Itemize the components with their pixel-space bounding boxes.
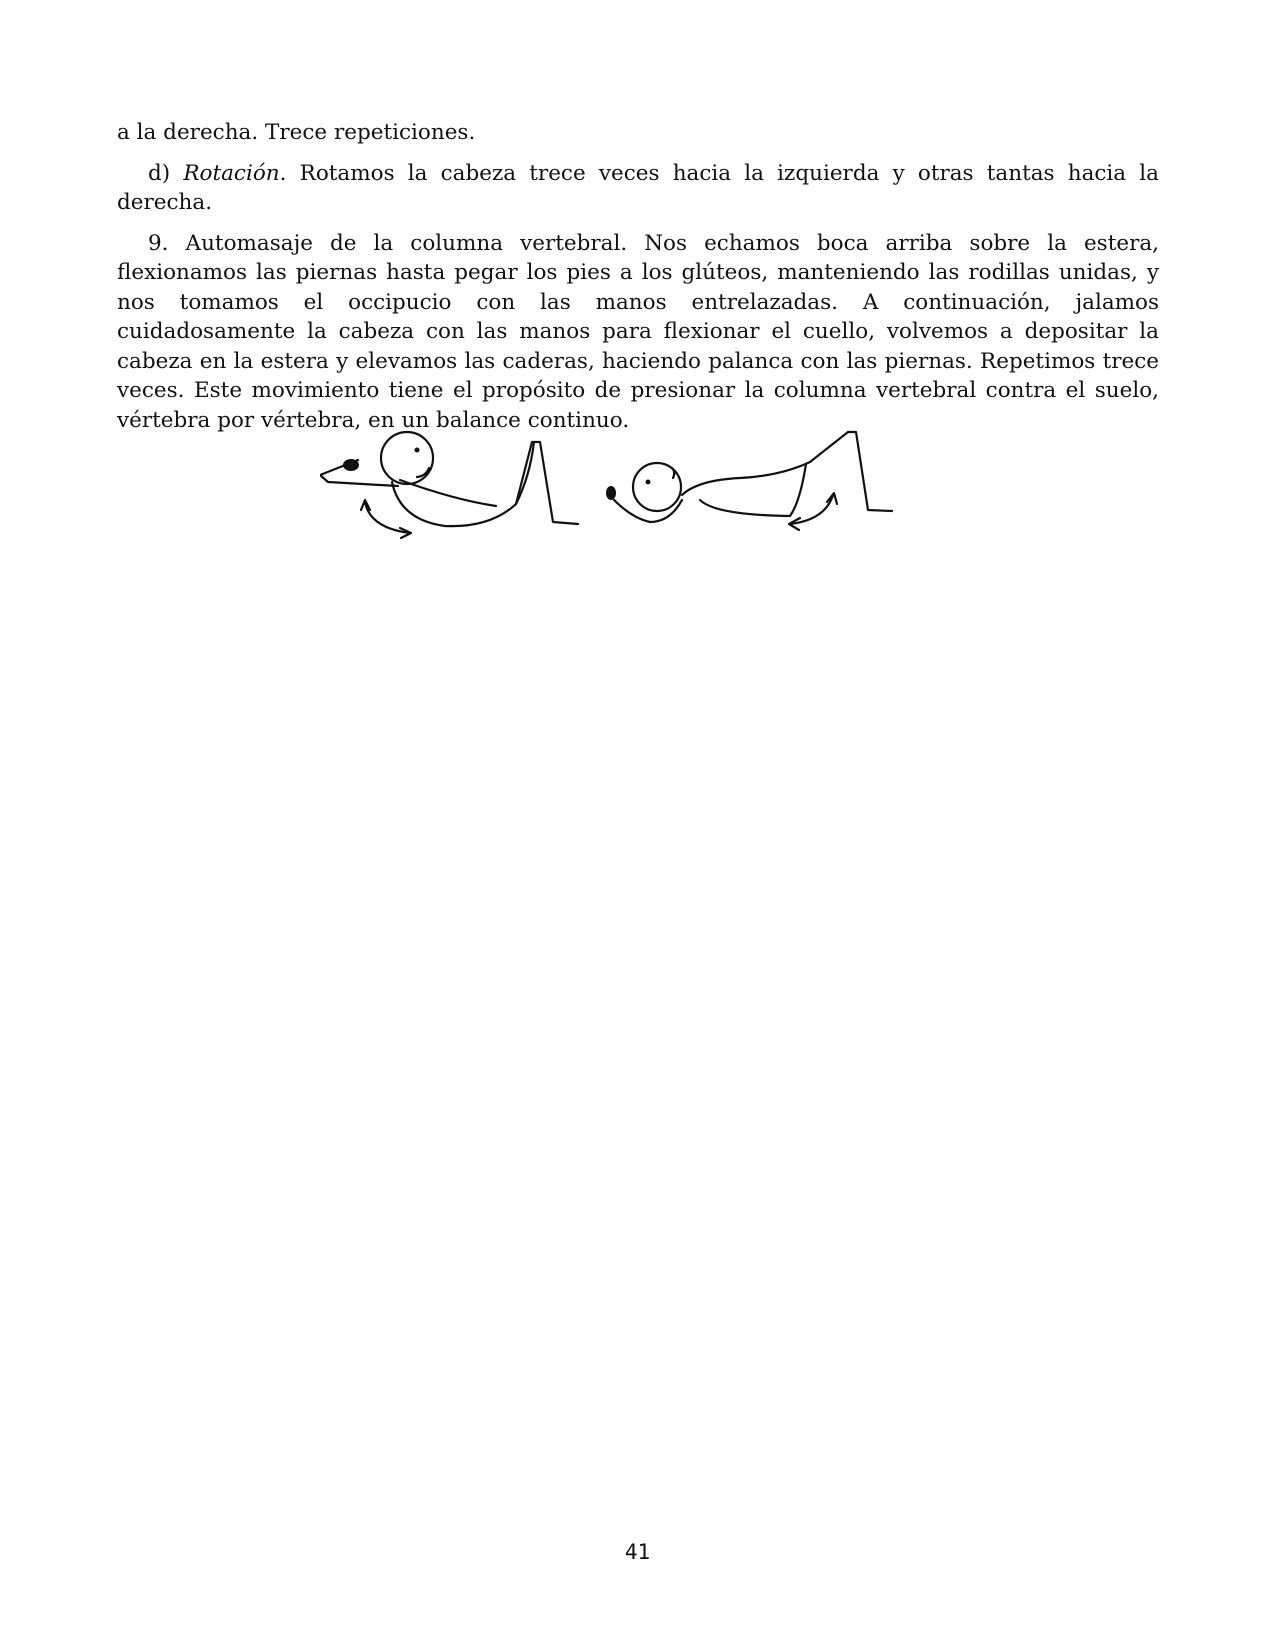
rotation-text: . Rotamos la cabeza trece veces hacia la izquierda y otras tantas hacia la derecha.	[117, 160, 1159, 215]
paragraph-spine-self-massage: 9. Automasaje de la columna vertebral. Nos echamos boca arriba sobre la estera, flexionamos las piernas hasta pegar los pies a los glúteos, manteniendo las rodillas unidas, y nos tomamos el occipucio con las manos entrelazadas. A continuación, jalamos cuidadosamente la cabeza con las manos para flexionar el cuello, volvemos a depositar la cabeza en la estera y elevamos las caderas, haciendo palanca con las piernas. Repetimos trece veces. Este movimiento tiene el propósito de presionar la columna vertebral contra el suelo, vértebra por vértebra, en un balance continuo.	[117, 230, 1159, 433]
figure2-legs	[848, 432, 892, 511]
rotation-term: Rotación	[183, 160, 280, 186]
figure-hip-lift	[606, 432, 892, 530]
figure2-mouth	[672, 468, 674, 478]
figure2-body-upper	[682, 432, 848, 495]
figure2-hand	[606, 486, 616, 500]
page-number: 41	[624, 1540, 651, 1564]
rotation-prefix: d)	[148, 160, 184, 186]
figure1-head	[381, 432, 433, 484]
figure-head-lift	[320, 432, 578, 538]
figure1-eye	[415, 448, 420, 453]
paragraph-continuation: a la derecha. Trece repeticiones.	[117, 120, 476, 145]
body-text	[117, 118, 1159, 446]
figure2-body-lower	[700, 464, 806, 516]
figure2-arm	[614, 500, 682, 522]
exercise-illustration	[320, 420, 960, 580]
exercise-figures-drawing	[320, 420, 960, 580]
figure2-eye	[646, 480, 651, 485]
paragraph-rotation	[117, 159, 1159, 218]
